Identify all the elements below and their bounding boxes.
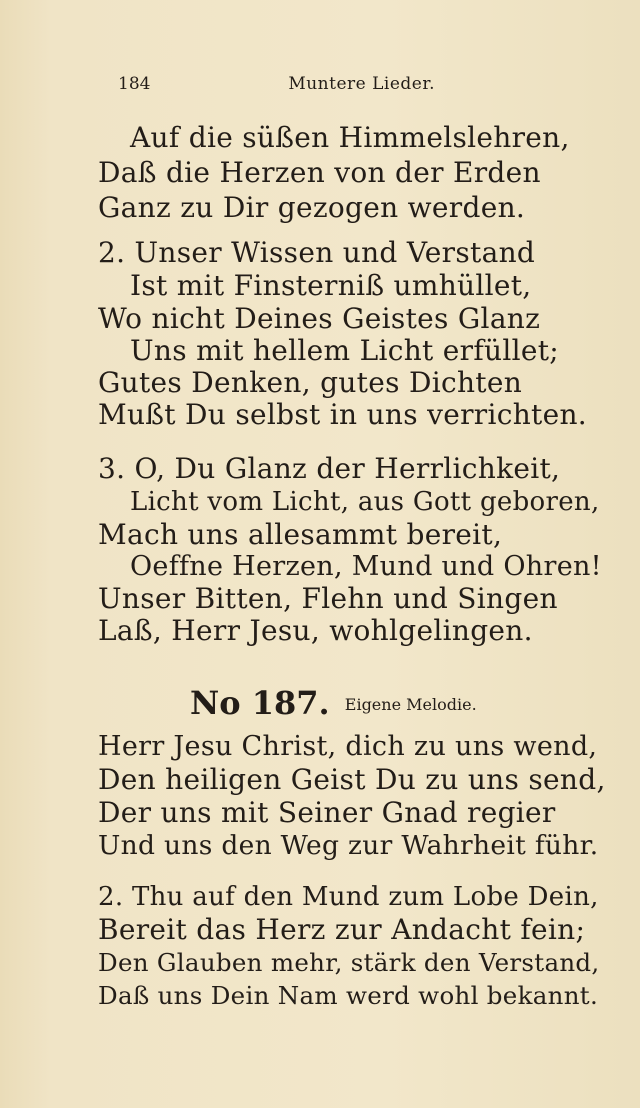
verse-line: Herr Jesu Christ, dich zu uns wend, [98,731,598,762]
page-number: 184 [118,74,151,94]
verse-line: Daß die Herzen von der Erden [98,156,541,189]
verse-line: Und uns den Weg zur Wahrheit führ. [98,830,599,861]
melody-note: Eigene Melodie. [344,695,477,714]
hymn-heading [190,684,477,722]
verse-line: Den heiligen Geist Du zu uns send, [98,763,606,796]
verse-line: 3. O, Du Glanz der Herrlichkeit, [98,452,561,485]
verse-line: Wo nicht Deines Geistes Glanz [98,302,541,335]
verse-line: Bereit das Herz zur Andacht fein; [98,913,586,946]
verse-line: Licht vom Licht, aus Gott geboren, [130,487,600,517]
verse-line: Mach uns allesammt bereit, [98,518,503,551]
verse-line: Den Glauben mehr, stärk den Verstand, [98,948,600,977]
verse-line: Laß, Herr Jesu, wohlgelingen. [98,614,533,647]
verse-line: Auf die süßen Himmelslehren, [130,121,570,154]
hymn-number: No 187. [190,684,330,722]
verse-line: 2. Unser Wissen und Verstand [98,236,536,269]
verse-line: Der uns mit Seiner Gnad regier [98,796,556,829]
verse-line: Ist mit Finsterniß umhüllet, [130,269,532,302]
verse-line: Ganz zu Dir gezogen werden. [98,191,526,224]
verse-line: Unser Bitten, Flehn und Singen [98,582,558,615]
verse-line: Oeffne Herzen, Mund und Ohren! [130,551,602,582]
verse-line: 2. Thu auf den Mund zum Lobe Dein, [98,882,599,912]
verse-line: Daß uns Dein Nam werd wohl bekannt. [98,981,599,1010]
verse-line: Gutes Denken, gutes Dichten [98,366,523,399]
verse-line: Mußt Du selbst in uns verrichten. [98,398,587,431]
page-header [118,74,435,100]
running-title: Muntere Lieder. [288,74,435,94]
verse-line: Uns mit hellem Licht erfüllet; [130,334,560,367]
